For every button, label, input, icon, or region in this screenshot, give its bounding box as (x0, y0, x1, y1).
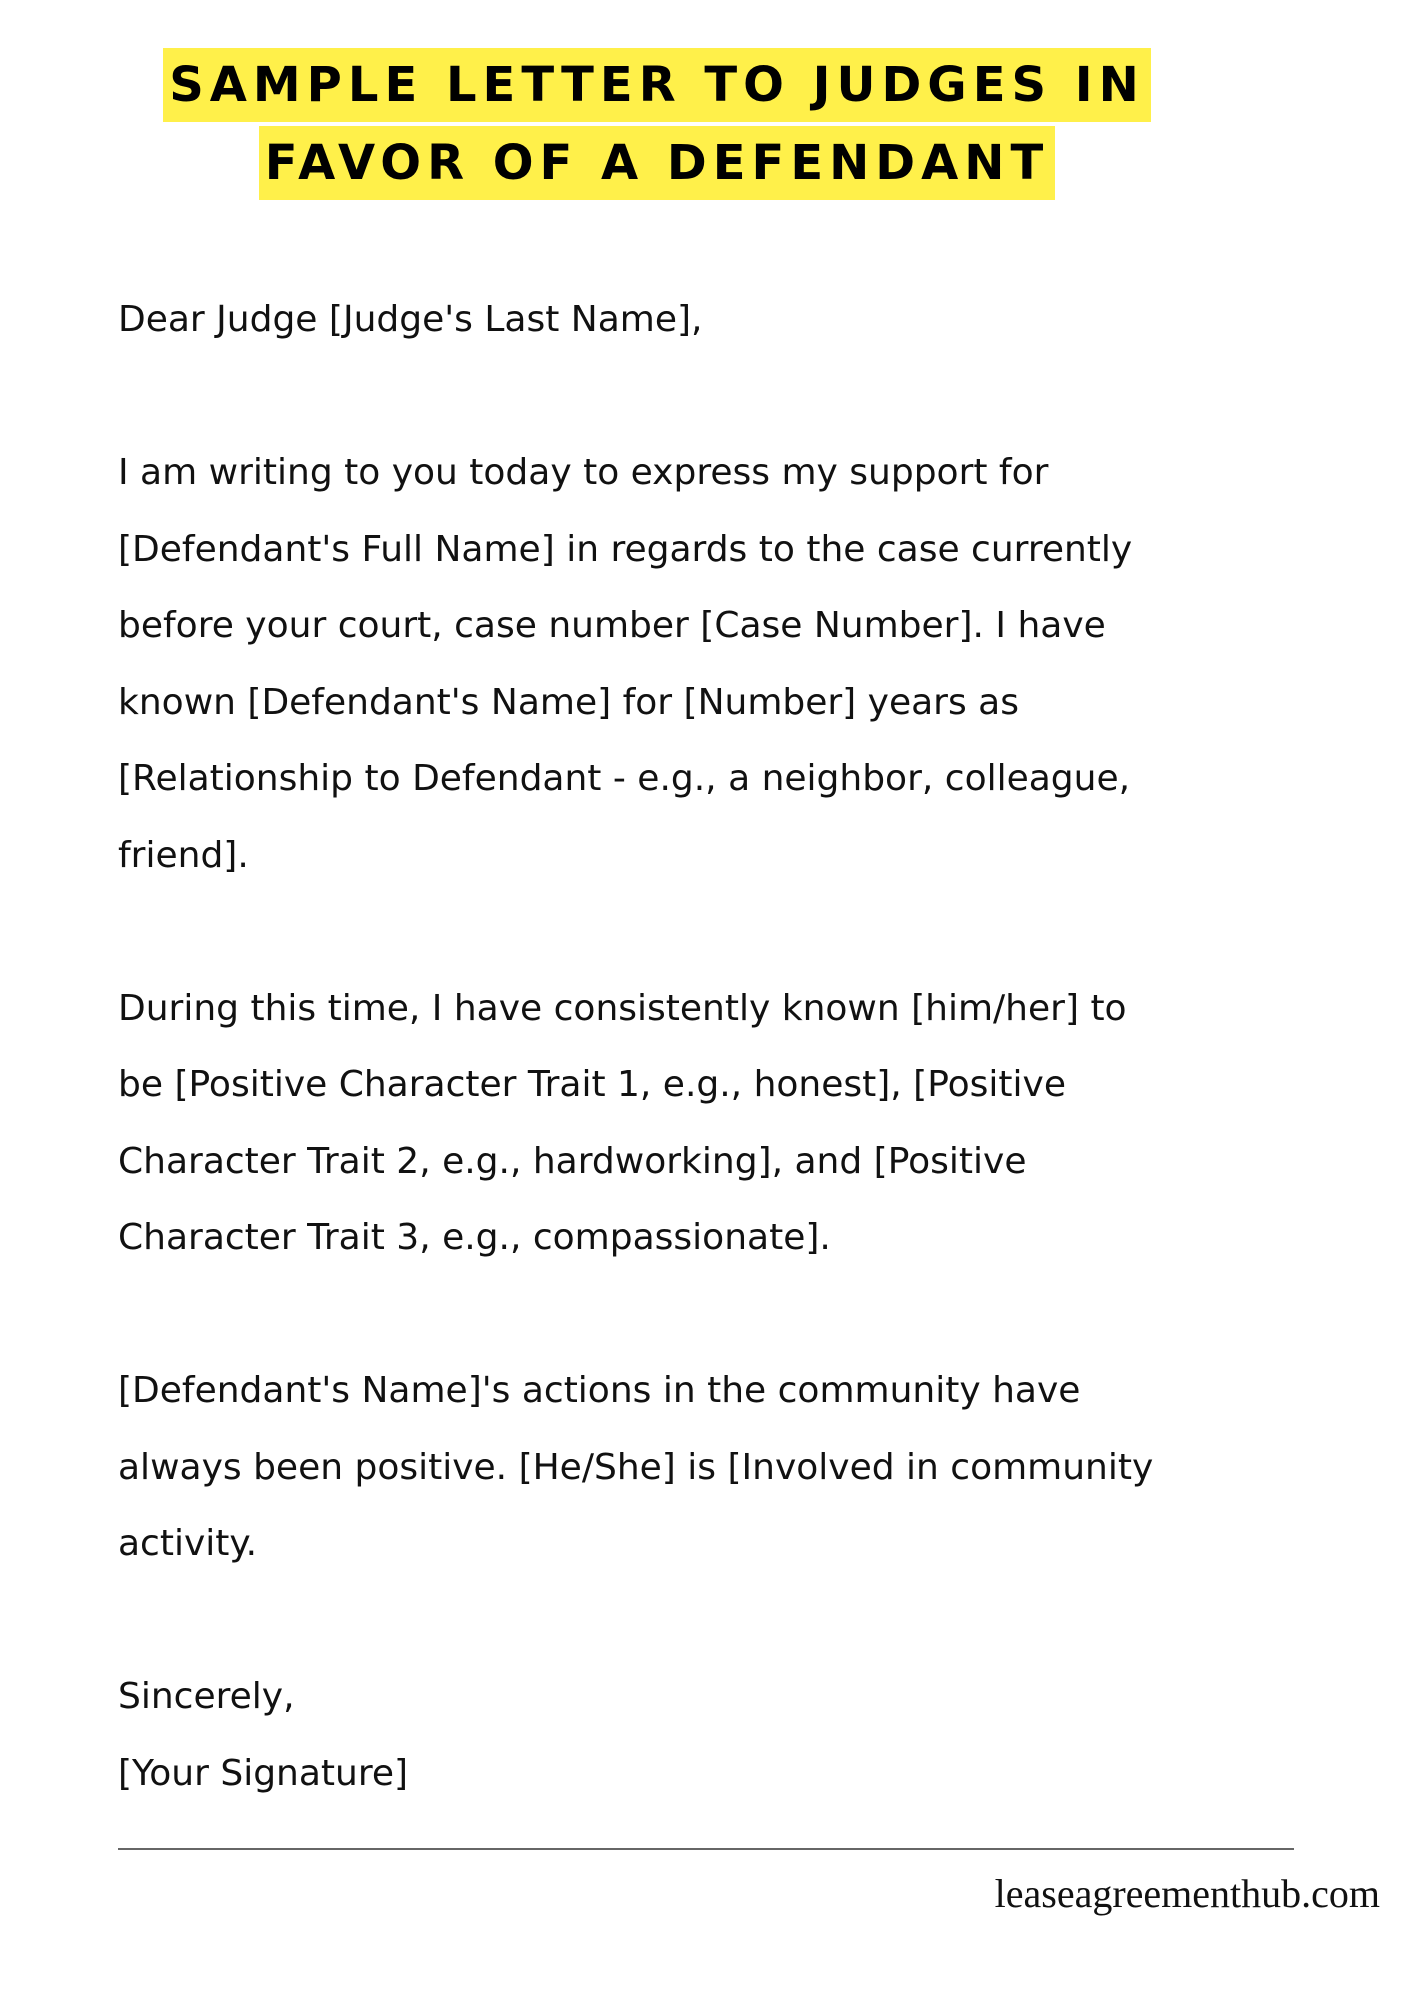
signature-placeholder: [Your Signature] (118, 1752, 409, 1794)
title-line-1: SAMPLE LETTER TO JUDGES IN (163, 48, 1151, 122)
site-watermark: leaseagreementhub.com (994, 1871, 1380, 1916)
paragraph-introduction: I am writing to you today to express my support for [Defendant's Full Name] in regards to the case currently before your court, case number [Case Number]. I have known [Defendant's Name] for [Number] years as [Relationship to Defendant - e.g., a neighbor, colleague, friend]. (118, 452, 1133, 876)
footer-divider (118, 1848, 1294, 1850)
salutation: Dear Judge [Judge's Last Name], (118, 299, 703, 340)
letter-title (0, 48, 1414, 200)
closing-block (118, 1659, 1358, 1812)
paragraph-character: During this time, I have consistently known [him/her] to be [Positive Character Trait 1, e.g., honest], [Positive Character Trait 2, e.g., hardworking], and [Positive Character Trait 3, e.g., compassionate]. (118, 987, 1127, 1258)
title-line-2: FAVOR OF A DEFENDANT (259, 126, 1055, 200)
closing: Sincerely, (118, 1676, 295, 1717)
paragraph-community: [Defendant's Name]'s actions in the community have always been positive. [He/She] is [Involved in community activity. (118, 1370, 1154, 1564)
letter-body (118, 282, 1358, 1812)
